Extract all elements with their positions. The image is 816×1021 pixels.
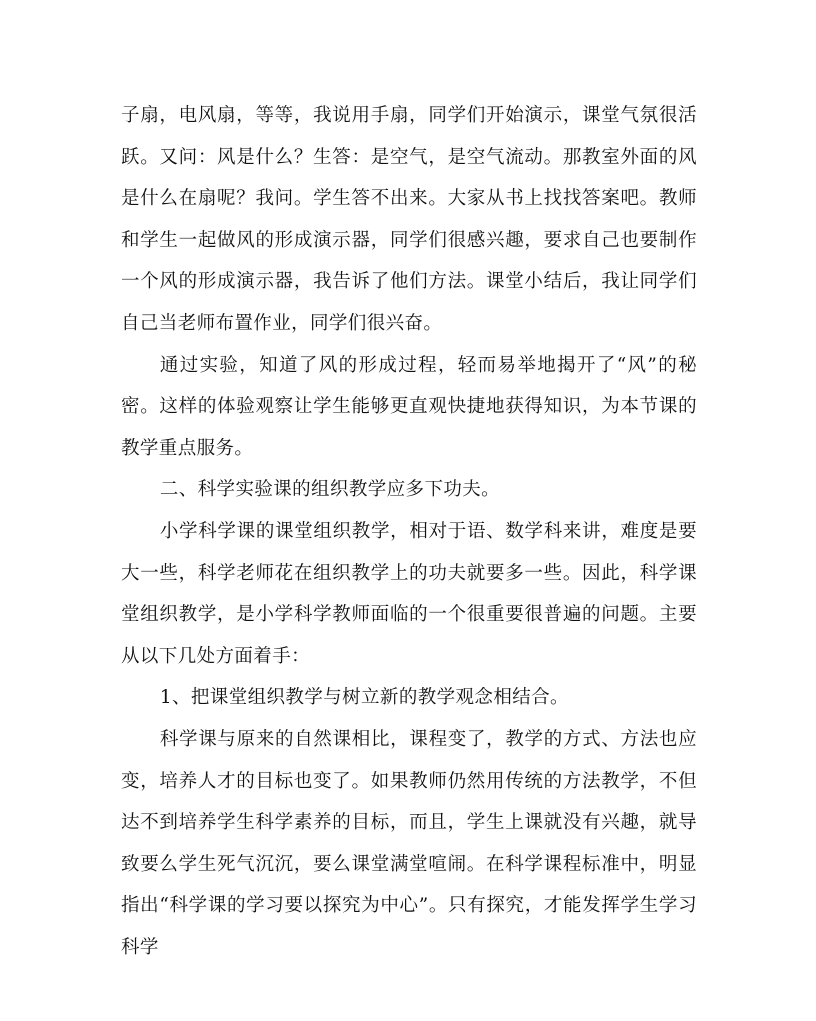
- paragraph-2: 通过实验，知道了风的形成过程，轻而易举地揭开了“风”的秘密。这样的体验观察让学生能够更直观快捷地获得知识，为本节课的教学重点服务。: [121, 354, 697, 459]
- section-heading: 二、科学实验课的组织教学应多下功夫。: [159, 479, 501, 501]
- subsection-heading: 1、把课堂组织教学与树立新的教学观念相结合。: [159, 687, 569, 709]
- paragraph-1: 子扇，电风扇，等等，我说用手扇，同学们开始演示，课堂气氛很活跃。又问：风是什么？生答：是空气，是空气流动。那教室外面的风是什么在扇呢？我问。学生答不出来。大家从书上找找答案吧。教师和学生一起做风的形成演示器，同学们很感兴趣，要求自己也要制作一个风的形成演示器，我告诉了他们方法。课堂小结后，我让同学们自己当老师布置作业，同学们很兴奋。: [121, 105, 697, 334]
- paragraph-3: 小学科学课的课堂组织教学，相对于语、数学科来讲，难度是要大一些，科学老师花在组织教学上的功夫就要多一些。因此，科学课堂组织教学，是小学科学教师面临的一个很重要很普遍的问题。主要从以下几处方面着手：: [121, 520, 697, 667]
- paragraph-4: 科学课与原来的自然课相比，课程变了，教学的方式、方法也应变，培养人才的目标也变了。如果教师仍然用传统的方法教学，不但达不到培养学生科学素养的目标，而且，学生上课就没有兴趣，就导致要么学生死气沉沉，要么课堂满堂喧闹。在科学课程标准中，明显指出“科学课的学习要以探究为中心”。只有探究，才能发挥学生学习科学: [121, 728, 697, 958]
- body-text: [121, 95, 697, 968]
